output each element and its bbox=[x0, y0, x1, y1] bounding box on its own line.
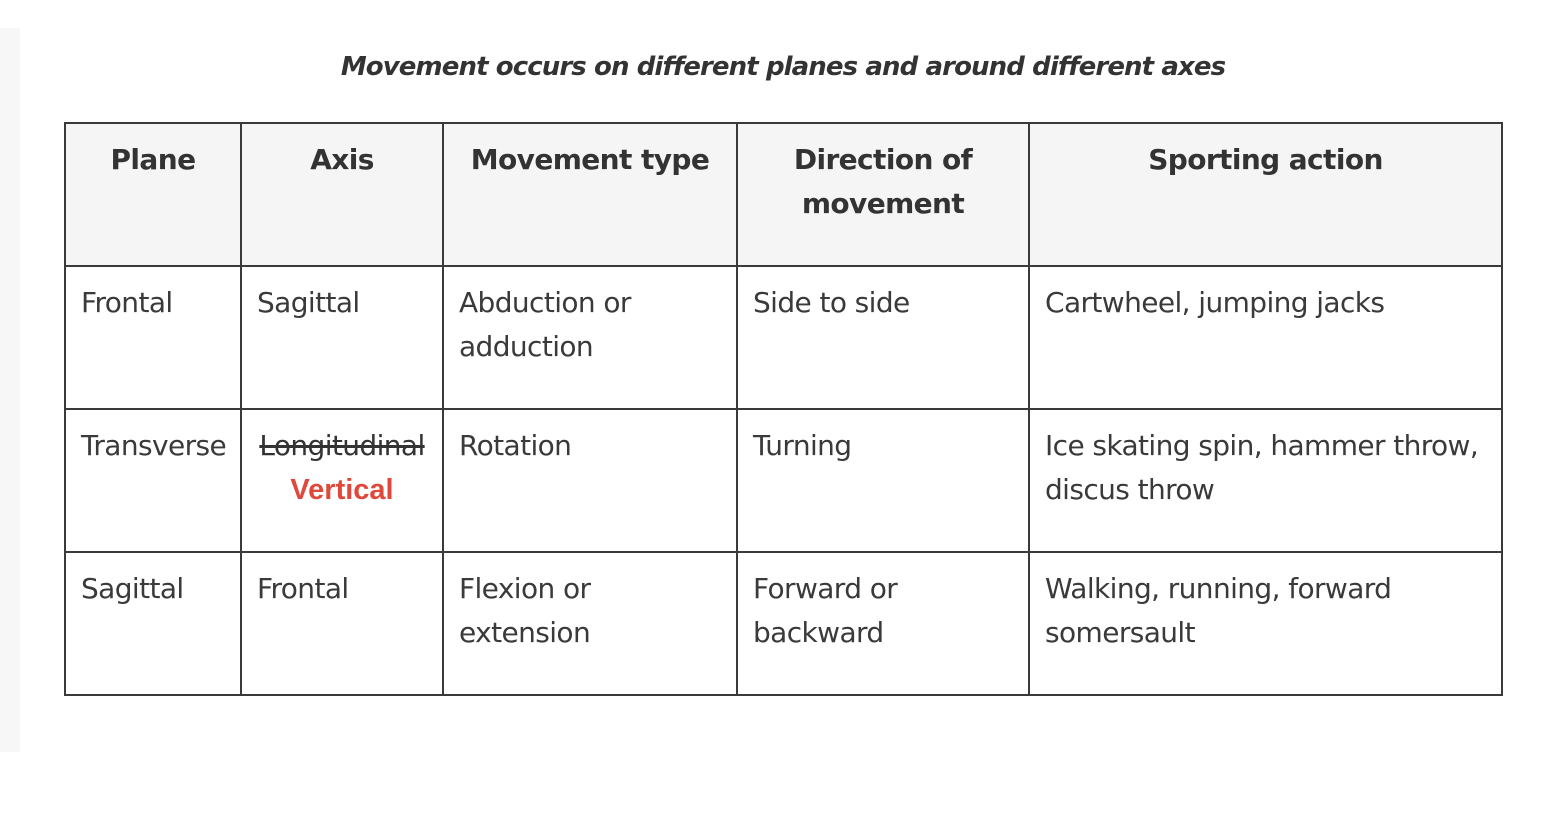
cell-movement-type: Abduction or adduction bbox=[443, 266, 737, 409]
cell-direction: Side to side bbox=[737, 266, 1029, 409]
cell-plane: Transverse bbox=[65, 409, 241, 552]
cell-sporting-action: Ice skating spin, hammer throw, discus throw bbox=[1029, 409, 1502, 552]
table-row bbox=[65, 266, 1502, 409]
header-direction: Direction of movement bbox=[737, 123, 1029, 266]
cell-movement-type: Rotation bbox=[443, 409, 737, 552]
header-axis: Axis bbox=[241, 123, 443, 266]
table-header bbox=[65, 123, 1502, 266]
cell-sporting-action: Cartwheel, jumping jacks bbox=[1029, 266, 1502, 409]
cell-direction: Forward or backward bbox=[737, 552, 1029, 695]
struck-axis-text: Longitudinal bbox=[259, 429, 425, 462]
header-plane: Plane bbox=[65, 123, 241, 266]
cell-axis-corrected bbox=[241, 409, 443, 552]
header-row bbox=[65, 123, 1502, 266]
page-edge bbox=[0, 28, 20, 752]
table-row bbox=[65, 552, 1502, 695]
table-caption: Movement occurs on different planes and around different axes bbox=[340, 52, 1226, 82]
table-row bbox=[65, 409, 1502, 552]
cell-axis: Frontal bbox=[241, 552, 443, 695]
header-movement-type: Movement type bbox=[443, 123, 737, 266]
table-body bbox=[65, 266, 1502, 695]
axis-correction-text: Vertical bbox=[290, 474, 394, 506]
header-sporting-action: Sporting action bbox=[1029, 123, 1502, 266]
cell-plane: Frontal bbox=[65, 266, 241, 409]
planes-axes-table bbox=[64, 122, 1503, 696]
cell-axis: Sagittal bbox=[241, 266, 443, 409]
cell-direction: Turning bbox=[737, 409, 1029, 552]
cell-movement-type: Flexion or extension bbox=[443, 552, 737, 695]
cell-sporting-action: Walking, running, forward somersault bbox=[1029, 552, 1502, 695]
cell-plane: Sagittal bbox=[65, 552, 241, 695]
